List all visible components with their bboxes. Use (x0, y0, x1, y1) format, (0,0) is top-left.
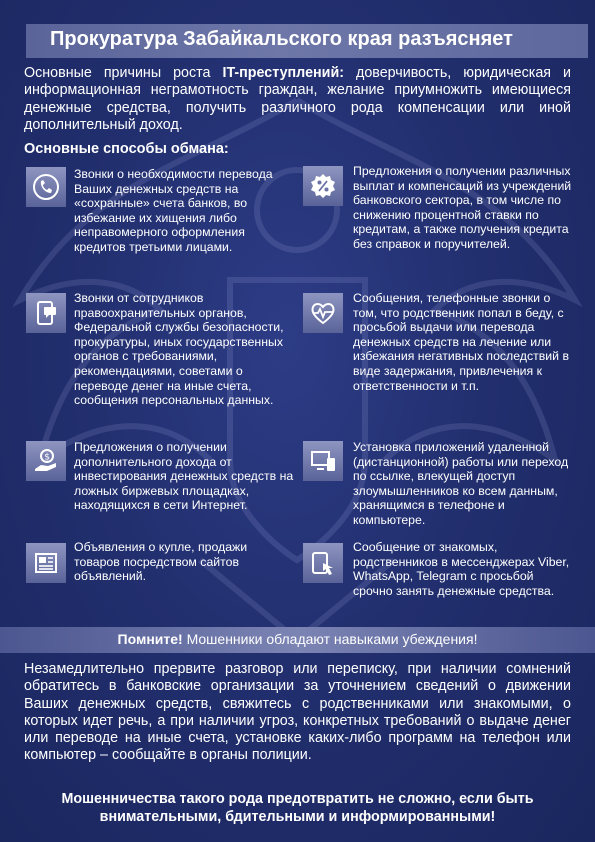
method-text: Объявления о купле, продажи товаров посредством сайтов объявлений. (74, 540, 248, 584)
phone-touch-icon (303, 543, 343, 583)
footer-conclusion: Мошенничества такого рода предотвратить не сложно, если быть внимательными, бдительными и информированными! (61, 791, 534, 825)
hand-money-icon (26, 441, 66, 481)
method-text: Сообщения, телефонные звонки о том, что родственник попал в беду, с просьбой выдачи или перевода денежных средств на лечение или избежания негативных последствий в виде задержания, привлечения к ответственности и т.п. (353, 291, 569, 393)
method-text: Установка приложений удаленной (дистанционной) работы или переход по ссылке, влекущей доступ злоумышленников ко всем данным, хранящимся в телефоне и компьютере. (353, 440, 569, 527)
intro-paragraph (24, 65, 571, 134)
advice-paragraph: Незамедлительно прервите разговор или переписку, при наличии сомнений обратитесь в банковские организации за уточнением сведений о движении Ваших денежных средств, свяжитесь с родственниками или знакомыми, о которых идет речь, а при наличии угроз, конкретных требований о выдаче денег или переводе на иные счета, установке каких-либо программ на телефон или компьютер – сообщайте в органы полиции. (24, 661, 571, 764)
heart-pulse-icon (303, 293, 343, 333)
intro-text: доверчивость, юридическая и информационная неграмотность граждан, желание приумножить имеющиеся денежные средства, получить различного рода компенсации или иной дополнительный доход. (24, 65, 571, 133)
phone-call-icon (26, 167, 66, 207)
intro-lead: Основные причины роста (24, 65, 223, 81)
methods-heading: Основные способы обмана: (24, 141, 229, 157)
smartphone-message-icon (26, 293, 66, 333)
svg-text:$: $ (44, 452, 51, 463)
method-text: Сообщение от знакомых, родственников в мессенджерах Viber, WhatsApp, Telegram с просьбой срочно занять денежные средства. (353, 540, 570, 598)
method-text: Предложения о получении дополнительного дохода от инвестирования денежных средств на ложных биржевых площадках, находящихся в сети Интернет. (74, 440, 294, 513)
newspaper-icon (26, 543, 66, 583)
page-title: Прокуратура Забайкальского края разъясняет (50, 28, 513, 50)
method-text: Звонки от сотрудников правоохранительных органов, Федеральной службы безопасности, прокуратуры, иных государственных органов с требованиями, рекомендациями, советами о переводе денег на иные счета, сообщения персональных данных. (74, 291, 284, 408)
discount-badge-icon (303, 166, 343, 206)
method-text: Звонки о необходимости перевода Ваших денежных средств на «сохранные» счета банков, во избежание их хищения либо неправомерного оформления кредитов третьими лицами. (74, 167, 273, 254)
intro-highlight: IT-преступлений: (222, 65, 344, 81)
method-text: Предложения о получении различных выплат и компенсаций из учреждений банковского сектора, в том числе по снижению процентной ставки по кредитам, а также получения кредита без справок и поручителей. (353, 164, 572, 251)
header-bar (26, 24, 588, 58)
remember-bold: Помните! (117, 631, 183, 647)
remember-banner (0, 627, 595, 653)
devices-icon (303, 441, 343, 481)
remember-text (118, 631, 478, 647)
remember-rest: Мошенники обладают навыками убеждения! (182, 631, 478, 647)
